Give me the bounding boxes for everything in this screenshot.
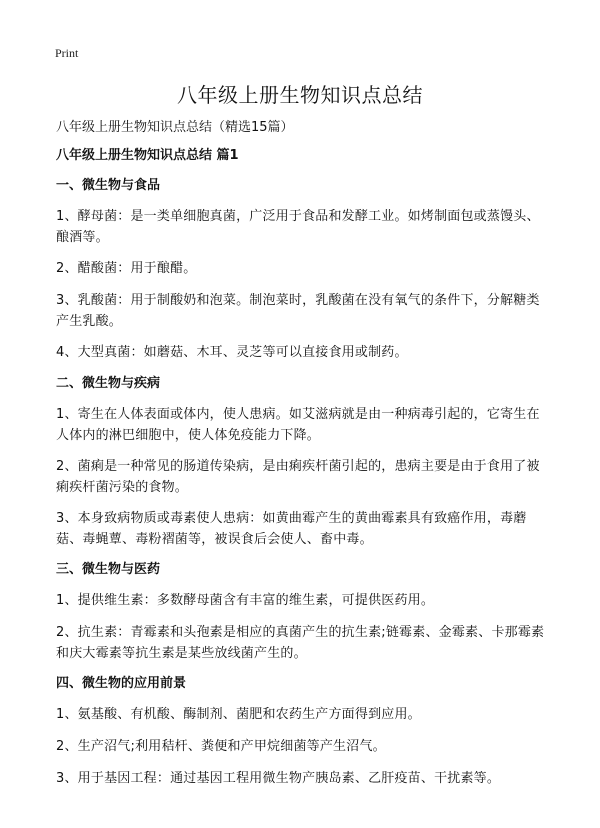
page-title: 八年级上册生物知识点总结 (177, 83, 423, 107)
paragraph: 1、氨基酸、有机酸、酶制剂、菌肥和农药生产方面得到应用。 (56, 707, 421, 722)
article-subtitle: 八年级上册生物知识点总结（精选15篇） (56, 120, 294, 135)
paragraph: 3、本身致病物质或毒素使人患病：如黄曲霉产生的黄曲霉素具有致癌作用，毒蘑菇、毒蝇蕈、毒粉褶菌等，被误食后会使人、畜中毒。 (56, 511, 527, 547)
paragraph: 1、酵母菌：是一类单细胞真菌，广泛用于食品和发酵工业。如烤制面包或蒸馒头、酿酒等。 (56, 209, 540, 245)
print-link[interactable]: Print (55, 46, 79, 60)
section-heading-disease: 二、微生物与疾病 (56, 376, 161, 391)
section-heading-food: 一、微生物与食品 (56, 178, 161, 193)
paragraph: 2、抗生素：青霉素和头孢素是相应的真菌产生的抗生素;链霉素、金霉素、卡那霉素和庆大霉素等抗生素是某些放线菌产生的。 (56, 625, 545, 661)
paragraph: 1、寄生在人体表面或体内，使人患病。如艾滋病就是由一种病毒引起的，它寄生在人体内的淋巴细胞中，使人体免疫能力下降。 (56, 407, 540, 443)
paragraph: 2、菌痢是一种常见的肠道传染病，是由痢疾杆菌引起的，患病主要是由于食用了被痢疾杆菌污染的食物。 (56, 459, 540, 495)
paragraph: 4、大型真菌：如蘑菇、木耳、灵芝等可以直接食用或制药。 (56, 345, 408, 360)
paragraph: 2、生产沼气;利用秸杆、粪便和产甲烷细菌等产生沼气。 (56, 739, 386, 754)
section-heading-applications: 四、微生物的应用前景 (56, 676, 187, 691)
article-heading: 八年级上册生物知识点总结 篇1 (56, 148, 239, 163)
paragraph: 1、提供维生素：多数酵母菌含有丰富的维生素，可提供医药用。 (56, 593, 435, 608)
paragraph: 3、乳酸菌：用于制酸奶和泡菜。制泡菜时，乳酸菌在没有氧气的条件下，分解糖类产生乳酸。 (56, 293, 540, 329)
paragraph: 3、用于基因工程：通过基因工程用微生物产胰岛素、乙肝疫苗、干扰素等。 (56, 771, 501, 786)
section-heading-medicine: 三、微生物与医药 (56, 562, 161, 577)
article-body (56, 118, 548, 800)
paragraph: 2、醋酸菌：用于酿醋。 (56, 261, 197, 276)
